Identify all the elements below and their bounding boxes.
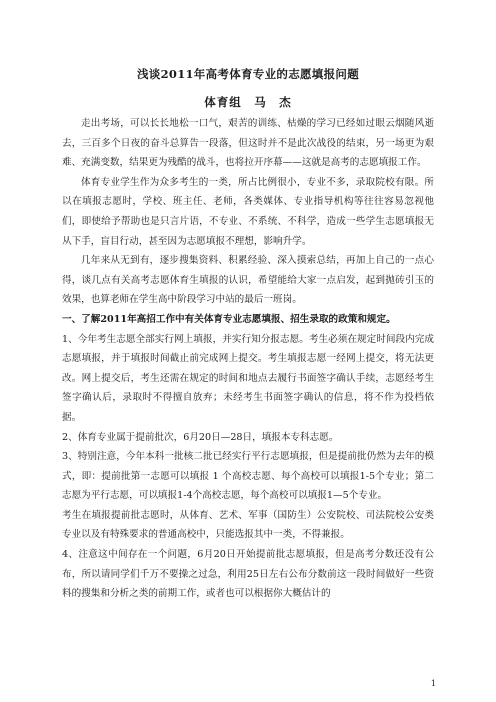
paragraph-item-4: 4、注意这中间存在一个问题，6月20日开始提前批志愿填报，但是高考分数还没有公布，所以请同学们千万不要操之过急，利用25日左右公布分数前这一段时间做好一些资料的搜集和分析之类的前期工作，或者也可以根据你大概估计的 [62, 549, 434, 600]
paragraph-intro: 走出考场，可以长长地松一口气，艰苦的训练、枯燥的学习已经如过眼云烟随风逝去，三百多个日夜的奋斗总算告一段落，但这时并不是此次战役的结束，另一场更为艰难、充满变数，结果更为残酷的战斗，也将拉开序幕——这就是高考的志愿填报工作。 [62, 118, 434, 169]
page-number: 1 [430, 679, 436, 688]
section-heading-1: 一、了解2011年高招工作中有关体育专业志愿填报、招生录取的政策和规定。 [62, 313, 396, 325]
document-body [62, 114, 434, 604]
paragraph-background: 体育专业学生作为众多考生的一类，所占比例很小，专业不多，录取院校有限。所以在填报志愿时，学校、班主任、老师，各类媒体、专业指导机构等往往容易忽视他们，即使给予帮助也是只言片语，不专业、不系统、不科学，造成一些学生志愿填报无从下手，盲目行动，甚至因为志愿填报不理想，影响升学。 [62, 176, 434, 247]
author-line: 体育组 马 杰 [204, 95, 292, 109]
paragraph-item-2: 2、体育专业属于提前批次，6月20日—28日，填报本专科志愿。 [62, 431, 339, 443]
paragraph-item-3: 3、特别注意，今年本科一批核二批已经实行平行志愿填报，但是提前批仍然为去年的模式，即：提前批第一志愿可以填报 1 个高校志愿、每个高校可以填报1-5个专业；第二志愿为平行志愿，可以填报1-4个高校志愿，每个高校可以填报1—5个专业。 [62, 451, 434, 502]
paragraph-item-1: 1、今年考生志愿全部实行网上填报，并实行知分报志愿。考生必须在规定时间段内完成志愿填报，并于填报时间截止前完成网上提交。考生填报志愿一经网上提交，将无法更改。网上提交后，考生还需在规定的时间和地点去履行书面签字确认手续，志愿经考生签字确认后，录取时不得擅自放弃；未经考生书面签字确认的信息，将不作为投档依据。 [62, 333, 434, 423]
paragraph-note: 考生在填报提前批志愿时，从体育、艺术、军事（国防生）公安院校、司法院校公安类专业以及有特殊要求的普通高校中，只能选报其中一类，不得兼报。 [62, 509, 434, 541]
page-title: 浅谈2011年高考体育专业的志愿填报问题 [136, 67, 359, 81]
paragraph-purpose: 几年来从无到有，逐步搜集资料、积累经验、深入摸索总结，再加上自己的一点心得，谈几点有关高考志愿体育生填报的认识，希望能给大家一点启发，起到抛砖引玉的效果，也算老师在学生高中阶段学习中站的最后一班岗。 [62, 255, 434, 306]
